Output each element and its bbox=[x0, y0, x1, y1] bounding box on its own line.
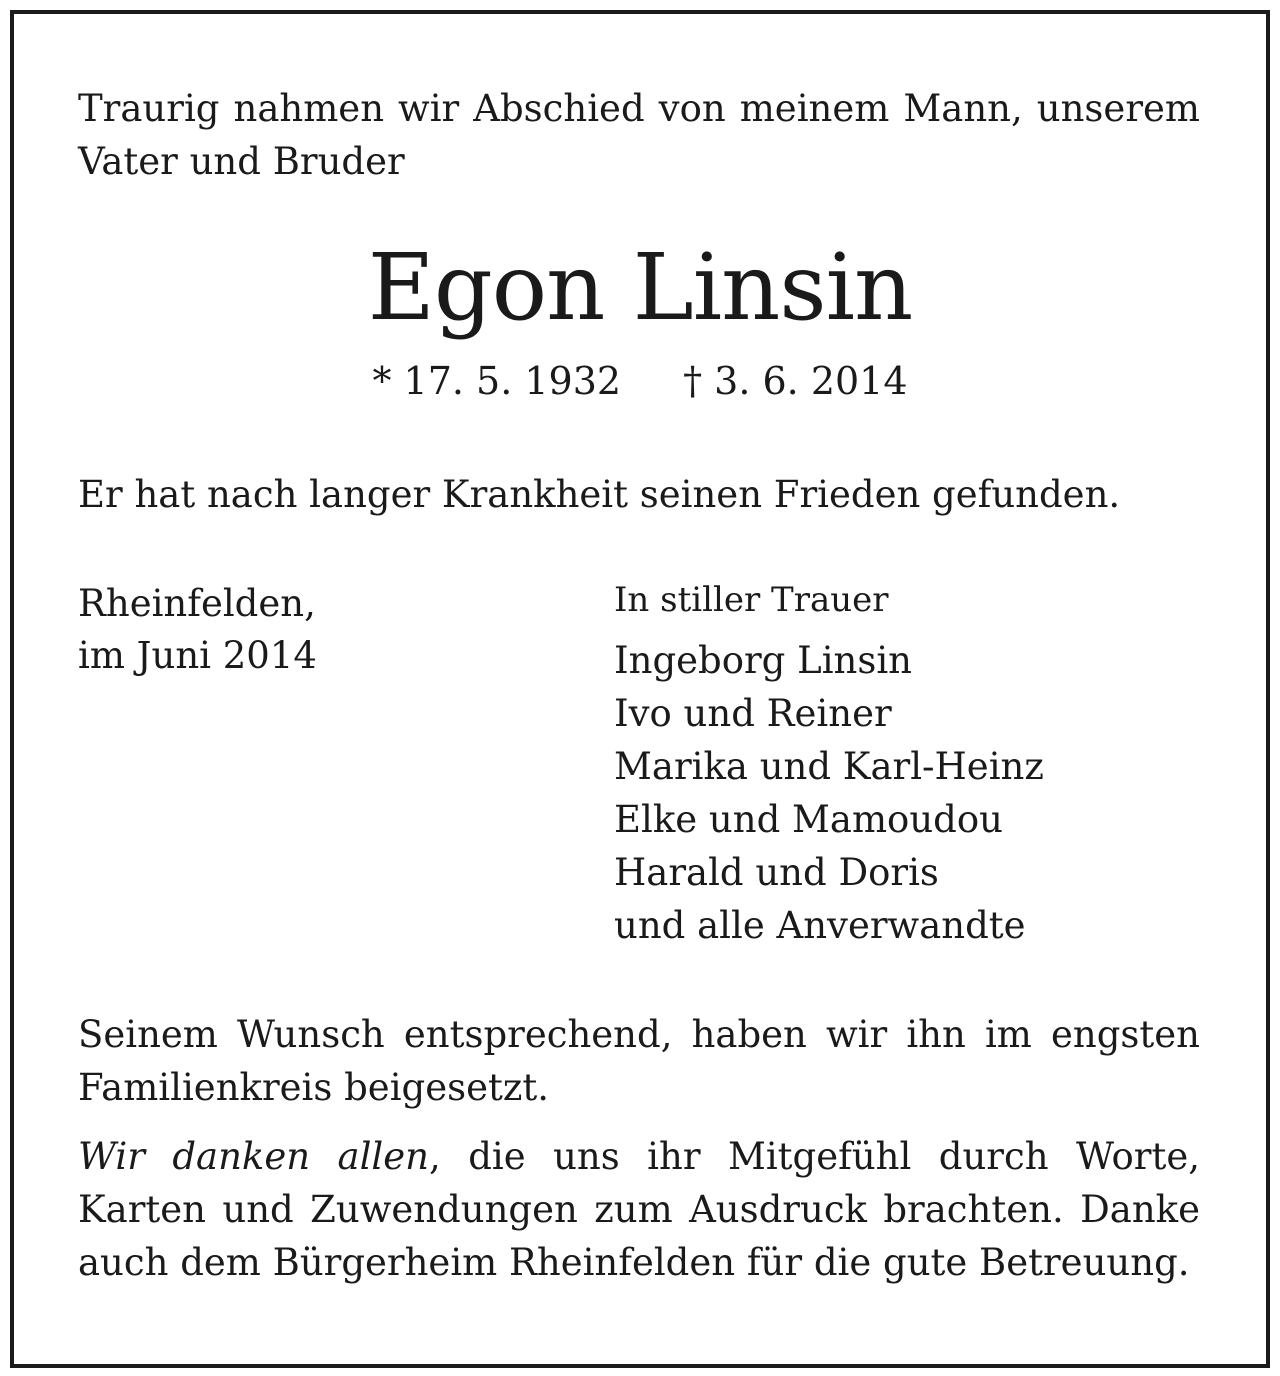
life-dates bbox=[0, 356, 1280, 406]
deceased-name: Egon Linsin bbox=[367, 234, 913, 341]
thanks-text bbox=[78, 1130, 1200, 1289]
thanks-body: , die uns ihr Mitgefühl durch Worte, Karten und Zuwendungen zum Ausdruck brachten. Danke auch dem Bürgerheim Rheinfelden für die gute Betreuung. bbox=[78, 1135, 1200, 1284]
peace-line: Er hat nach langer Krankheit seinen Frieden gefunden. bbox=[78, 473, 1121, 516]
intro-text: Traurig nahmen wir Abschied von meinem Mann, unserem Vater und Bruder bbox=[78, 87, 1200, 183]
place-line: Rheinfelden, bbox=[78, 582, 316, 625]
mourner-item: Ivo und Reiner bbox=[614, 692, 892, 735]
birth-date: * 17. 5. 1932 bbox=[372, 359, 622, 403]
death-date: † 3. 6. 2014 bbox=[683, 359, 908, 403]
mourner-item: Harald und Doris bbox=[614, 851, 939, 894]
mourning-label: In stiller Trauer bbox=[614, 580, 889, 620]
place-and-date bbox=[78, 578, 317, 682]
mourners-list bbox=[614, 634, 1044, 952]
thanks-emphasis: Wir danken allen bbox=[78, 1135, 429, 1178]
mourner-item: Ingeborg Linsin bbox=[614, 639, 913, 682]
mourner-item: und alle Anverwandte bbox=[614, 904, 1026, 947]
mourner-item: Elke und Mamoudou bbox=[614, 798, 1003, 841]
month-line: im Juni 2014 bbox=[78, 634, 317, 677]
mourner-item: Marika und Karl-Heinz bbox=[614, 745, 1044, 788]
burial-wish-text: Seinem Wunsch entsprechend, haben wir ihn im engsten Familienkreis beigesetzt. bbox=[78, 1013, 1200, 1109]
